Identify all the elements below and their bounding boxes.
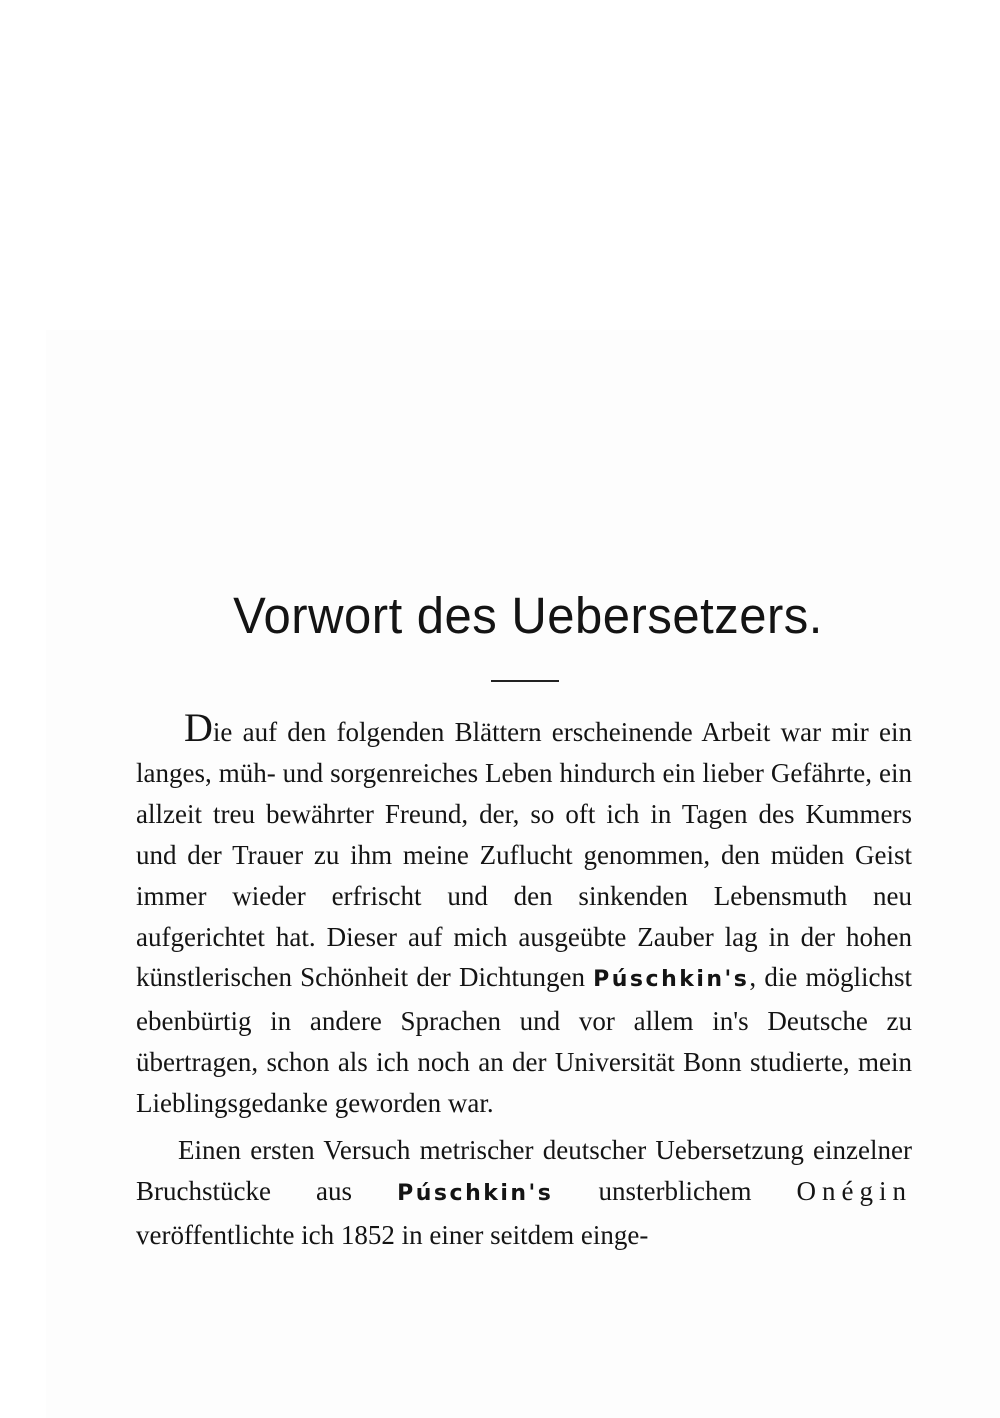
author-name: Púschkin's — [593, 967, 750, 993]
paragraph-2-text-c: veröffentlichte ich 1852 in einer seitdem einge- — [136, 1219, 649, 1250]
title-divider — [491, 680, 559, 682]
paragraph-2 — [136, 1130, 912, 1256]
initial-letter: D — [184, 705, 213, 750]
paragraph-1-text-a: ie auf den folgenden Blättern erscheinende Arbeit war mir ein langes, müh- und sorgenreiches Leben hindurch ein lieber Gefährte, ein allzeit treu bewährter Freund, der, so oft ich in Tagen des Kummers und der Trauer zu ihm meine Zuflucht genommen, den müden Geist immer wieder erfrischt und den sinkenden Lebensmuth neu aufgerichtet hat. Dieser auf mich ausgeübte Zauber lag in der hohen künstlerischen Schönheit der Dichtungen — [136, 717, 912, 993]
paragraph-2-text-a: Einen ersten Versuch metrischer deutscher Uebersetzung einzelner Bruchstücke aus — [136, 1135, 912, 1206]
page-title: Vorwort des Uebersetzers. — [233, 587, 823, 645]
paragraph-1-text-b: , die möglichst ebenbürtig in andere Sprachen und vor allem in's Deutsche zu übertragen, schon als ich noch an der Universität Bonn studierte, mein Lieblingsgedanke geworden war. — [136, 962, 912, 1119]
body-text — [136, 705, 913, 1256]
paragraph-2-text-b: unsterblichem — [598, 1175, 752, 1206]
paragraph-1 — [136, 705, 912, 1124]
work-title: Onégin — [796, 1175, 913, 1206]
author-name: Púschkin's — [397, 1180, 554, 1206]
